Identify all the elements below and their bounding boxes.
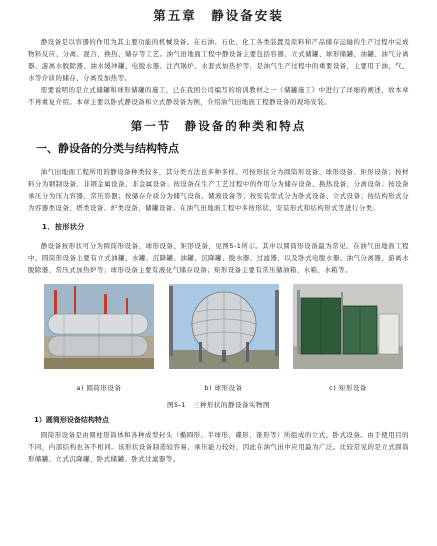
figure-rectangular	[293, 284, 403, 392]
intro-paragraph-1: 静设备是以容器的作用为其主要功能的机械设备。在石油、石化、化工各类装置及原料和产品储存运输的生产过程中完成物料反应、分离、混合、换热、储存等工艺。油气田地面工程中静设备主要包括容器、立式储罐、球形储罐、油罐、油气分离器、游离水脱除器、油水缓冲罐、电脱水器、注汽锅炉、水套式加热炉等，是油气生产过程中的重要设备，主要用于油、气、水等介质的储存、分离及加热等。	[28, 38, 409, 82]
shape-heading: 1．按形状分	[42, 223, 85, 231]
intro-paragraph-2: 需要说明的是立式储罐和球形储罐的施工，已在我国公司编写的培训教材之一《储罐施工》中进行了详细的阐述，故本章不再重复介绍。本章主要以卧式静设备和立式静设备为例，介绍油气田地面工程静设备的现场安装。	[28, 86, 409, 106]
figure-caption-c: c) 矩形设备	[329, 384, 367, 392]
spherical-tank-photo	[169, 284, 279, 369]
figure-cylindrical	[44, 284, 154, 392]
shape-paragraph: 静设备按形状可分为圆筒形设备、球形设备、矩形设备，见图5-1所示。其中以圆筒形设备最为常见。在油气田地面工程中，圆筒形设备主要有立式油罐、水罐、沉降罐、油罐、沉降罐、脱水器、过滤器，以及卧式电脱水器、油气分离器、游离水脱除器、常压式加热炉等；球形设备主要有液化气储存设备；矩形设备主要有常压储油箱、水箱、水箱等。	[28, 242, 409, 274]
figure-caption-a: a) 圆筒形设备	[76, 384, 122, 392]
cylindrical-heading: 1）圆筒形设备结构特点	[34, 416, 109, 424]
cylindrical-paragraph: 圆筒形设备是由圆柱形筒体和各种成型封头（椭圆形、半球形、碟形、锥形等）所组成的立式、卧式设备。由于使用目的不同，内部结构也各不相同。该形状设备制造较容易，承压能力较好，因此在油气田中应用最为广泛。比较常见的是立式圆筒形储罐、立式沉降罐、卧式储罐、卧式过滤器等。	[28, 431, 409, 463]
rectangular-vessel-photo	[293, 284, 403, 369]
subsection-heading: 一、静设备的分类与结构特点	[36, 142, 179, 155]
figure-caption-b: b) 球形设备	[204, 384, 243, 392]
classification-paragraph: 油气田地面工程所用的静设备种类较多，其分类方法也多种多样。可按形状分为圆筒形设备、球形设备、矩形设备；按材料分为钢制设备、非钢金属设备、非金属设备；按设备在生产工艺过程中的作用分为储存设备、换热设备、分离设备；按设备承压分为压力容器、常压容器；按储存介质分为储气设备、储液设备等；按安装型式分为卧式设备、立式设备；按结构形式分为容器类设备、塔类设备、炉类设备、储罐设备。在油气田地面工程中多按形状、安装形式和结构形式等进行分类。	[28, 168, 409, 212]
figure-spherical	[169, 284, 279, 392]
chapter-title: 第五章 静设备安装	[153, 8, 284, 23]
figure-title: 图5-1 三种形状的静设备实物图	[166, 401, 271, 409]
cylindrical-vessel-photo	[44, 284, 154, 369]
figure-row	[44, 284, 403, 392]
section-title: 第一节 静设备的种类和特点	[130, 119, 307, 133]
